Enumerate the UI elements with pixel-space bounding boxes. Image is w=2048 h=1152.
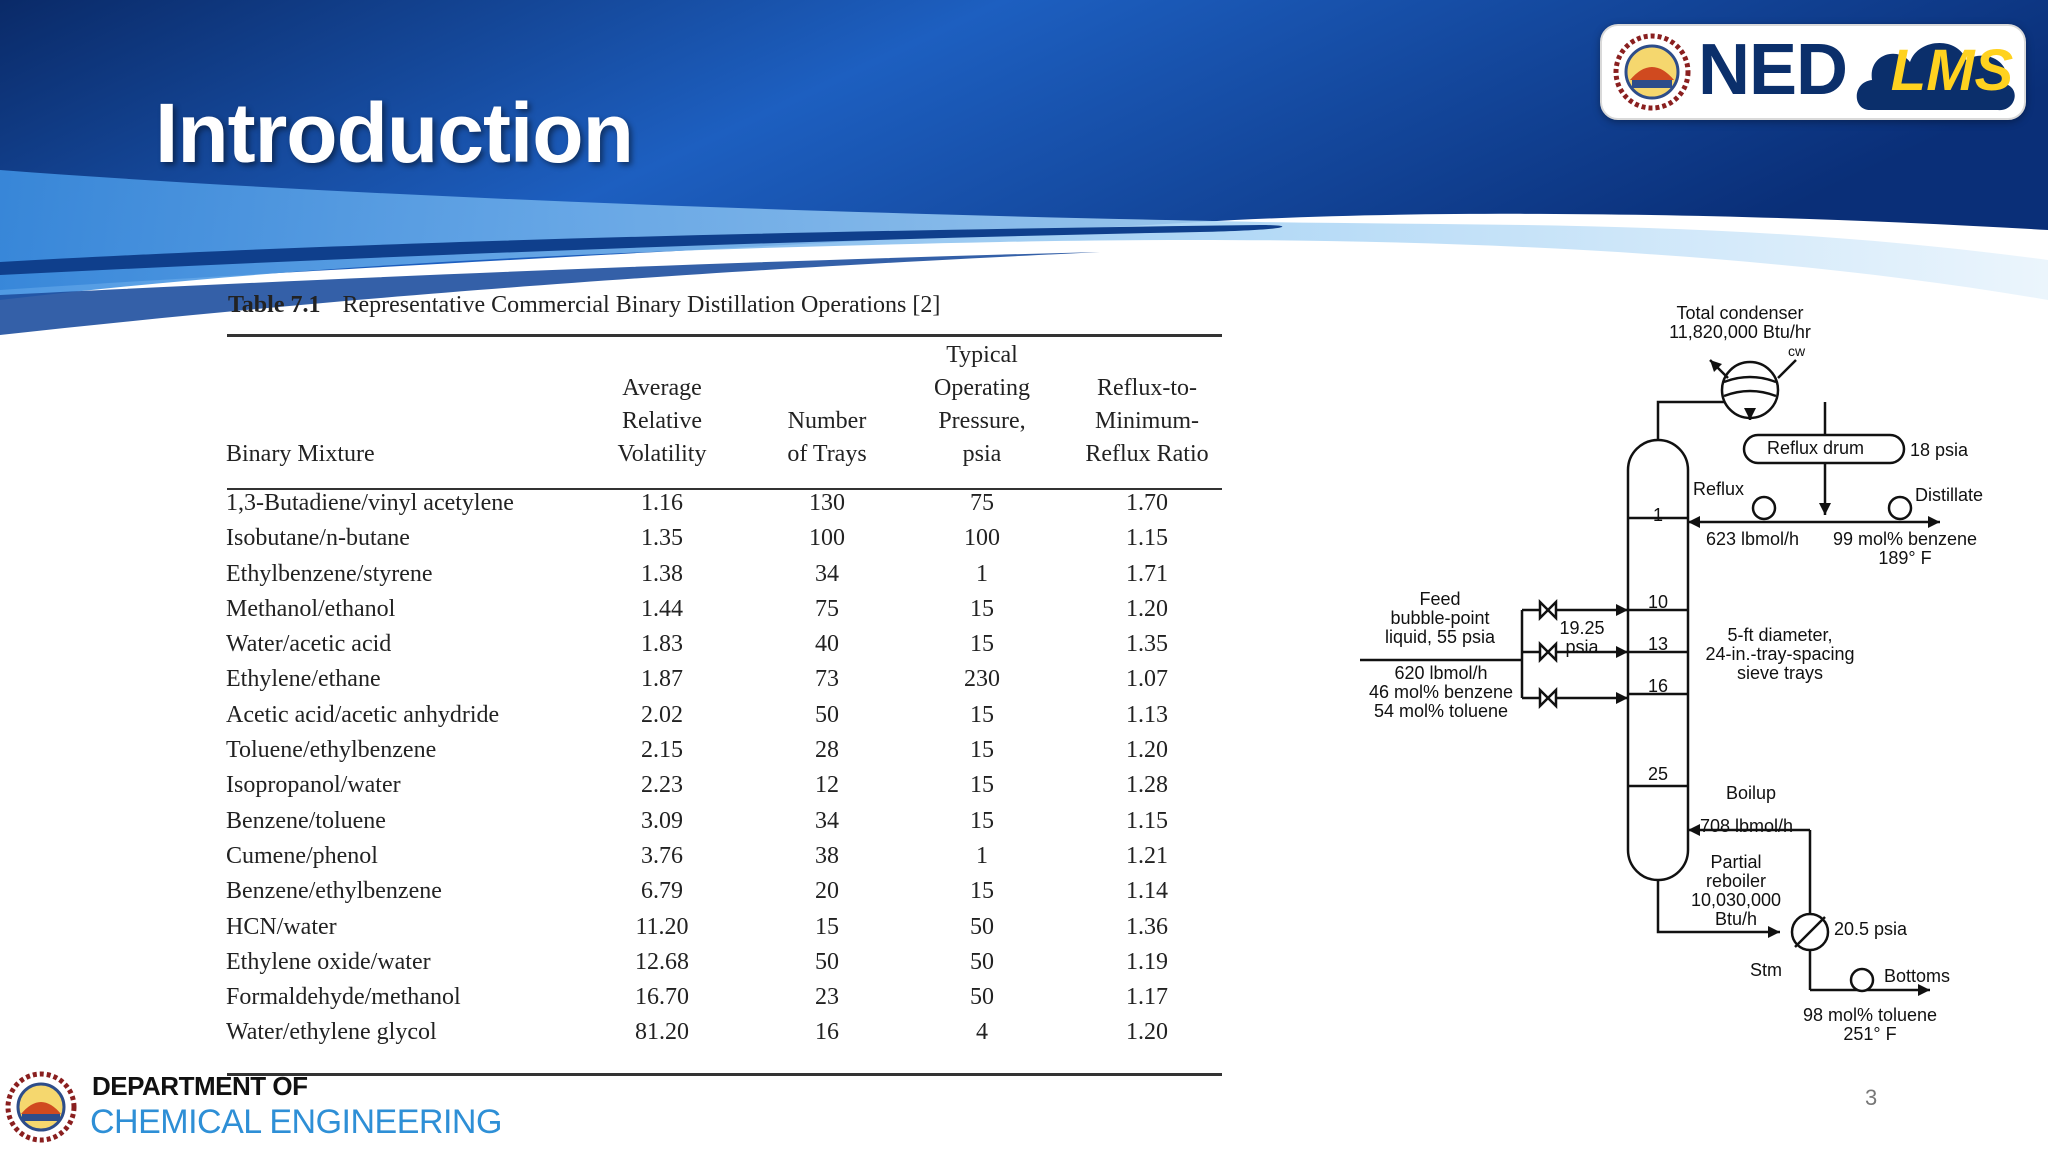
diagram-text: bubble-point — [1390, 608, 1490, 628]
cell-ratio: 1.35 — [1126, 631, 1168, 658]
cell-volatility: 81.20 — [635, 1019, 689, 1046]
diagram-text: 46 mol% benzene — [1368, 682, 1514, 702]
diagram-text: reboiler — [1705, 871, 1767, 891]
table-row — [222, 914, 1222, 949]
diagram-text: 189° F — [1878, 548, 1932, 568]
tray-number: 1 — [1652, 505, 1663, 525]
diagram-text: 54 mol% toluene — [1373, 701, 1509, 721]
header-trays — [762, 405, 892, 471]
cell-trays: 75 — [815, 595, 839, 622]
cell-mixture: 1,3-Butadiene/vinyl acetylene — [226, 490, 514, 516]
table-row — [222, 878, 1222, 913]
cell-ratio: 1.17 — [1126, 984, 1168, 1011]
cell-ratio: 1.21 — [1126, 842, 1168, 869]
header-line: Binary Mixture — [226, 441, 375, 467]
diagram-text: Total condenser — [1676, 303, 1804, 323]
cell-volatility: 1.16 — [641, 490, 683, 516]
cell-mixture: Isobutane/n-butane — [226, 525, 410, 552]
arrow-icon — [1688, 824, 1700, 836]
cell-trays: 40 — [815, 631, 839, 658]
cell-pressure: 1 — [976, 560, 988, 587]
cell-trays: 23 — [815, 984, 839, 1011]
cell-volatility: 2.02 — [641, 701, 683, 728]
feed-pressure-label — [1552, 619, 1612, 657]
header-mixture — [226, 438, 375, 471]
cell-pressure: 1 — [976, 842, 988, 869]
header-line: Volatility — [617, 441, 707, 467]
cell-trays: 15 — [815, 913, 839, 940]
table-row — [222, 843, 1222, 878]
cell-volatility: 1.35 — [641, 525, 683, 552]
diagram-text: 24-in.-tray-spacing — [1705, 644, 1855, 664]
cell-mixture: Methanol/ethanol — [226, 595, 396, 622]
cell-pressure: 15 — [970, 807, 994, 834]
cell-volatility: 2.23 — [641, 772, 683, 799]
cell-volatility: 1.83 — [641, 631, 683, 658]
header-line: Typical — [946, 342, 1018, 368]
tray-number: 16 — [1647, 676, 1669, 696]
header-ratio — [1072, 372, 1222, 471]
tray-number: 13 — [1647, 634, 1669, 654]
arrow-icon — [1616, 604, 1628, 616]
table-caption — [228, 292, 940, 319]
distillate-label: Distillate — [1915, 485, 1984, 505]
cell-mixture: HCN/water — [226, 913, 337, 940]
diagram-text: 251° F — [1843, 1024, 1897, 1044]
cell-ratio: 1.15 — [1126, 525, 1168, 552]
cell-trays: 130 — [809, 490, 845, 516]
cell-pressure: 50 — [970, 913, 994, 940]
diagram-text: 98 mol% toluene — [1802, 1005, 1938, 1025]
cell-mixture: Isopropanol/water — [226, 772, 401, 799]
drum-pressure-label: 18 psia — [1910, 440, 1969, 460]
cell-trays: 50 — [815, 701, 839, 728]
bottoms-pump-icon — [1851, 969, 1873, 991]
header-volatility — [582, 372, 742, 471]
cell-mixture: Benzene/toluene — [226, 807, 386, 834]
cell-volatility: 1.87 — [641, 666, 683, 693]
cw-out — [1778, 360, 1796, 378]
cell-ratio: 1.07 — [1126, 666, 1168, 693]
cell-trays: 50 — [815, 948, 839, 975]
cell-ratio: 1.13 — [1126, 701, 1168, 728]
cell-mixture: Ethylbenzene/styrene — [226, 560, 433, 587]
cell-pressure: 15 — [970, 595, 994, 622]
cell-pressure: 15 — [970, 701, 994, 728]
boilup-rate-label: 708 lbmol/h — [1700, 816, 1794, 836]
cell-ratio: 1.70 — [1126, 490, 1168, 516]
cell-pressure: 230 — [964, 666, 1000, 693]
table-row — [222, 666, 1222, 701]
reflux-drum-label: Reflux drum — [1767, 438, 1865, 458]
header-line: Minimum- — [1094, 408, 1199, 434]
cell-volatility: 12.68 — [635, 948, 689, 975]
cell-volatility: 6.79 — [641, 878, 683, 905]
diagram-text: sieve trays — [1736, 663, 1824, 683]
table-row — [222, 525, 1222, 560]
department-label: DEPARTMENT OF — [92, 1071, 308, 1101]
boilup-label: Boilup — [1726, 783, 1777, 803]
ned-lms-logo — [1600, 24, 2026, 120]
slide-title: Introduction — [155, 86, 633, 180]
cell-ratio: 1.14 — [1126, 878, 1168, 905]
distillate-pump-icon — [1889, 497, 1911, 519]
diagram-text: 620 lbmol/h — [1394, 663, 1488, 683]
cw-label: cw — [1788, 343, 1806, 359]
cell-mixture: Water/ethylene glycol — [226, 1019, 437, 1046]
bottoms-label: Bottoms — [1884, 966, 1951, 986]
tray-number: 25 — [1647, 764, 1669, 784]
cell-volatility: 1.38 — [641, 560, 683, 587]
reboiler-pressure-label: 20.5 psia — [1834, 919, 1908, 939]
diagram-text: Partial — [1710, 852, 1762, 872]
header-line: Pressure, — [938, 408, 1026, 434]
cell-pressure: 50 — [970, 984, 994, 1011]
table-number: Table 7.1 — [228, 292, 321, 318]
arrow-icon — [1616, 646, 1628, 658]
ned-seal-icon — [1612, 32, 1692, 112]
header-pressure — [902, 339, 1062, 471]
cell-trays: 73 — [815, 666, 839, 693]
table-row — [222, 702, 1222, 737]
cell-pressure: 50 — [970, 948, 994, 975]
reflux-pump-icon — [1753, 497, 1775, 519]
cell-ratio: 1.20 — [1126, 1019, 1168, 1046]
table-row — [222, 631, 1222, 666]
table-row — [222, 949, 1222, 984]
cell-ratio: 1.36 — [1126, 913, 1168, 940]
cell-trays: 100 — [809, 525, 845, 552]
page-number: 3 — [1865, 1085, 1878, 1110]
reboiler-label — [1676, 853, 1796, 929]
column-spec — [1690, 626, 1870, 683]
cell-mixture: Acetic acid/acetic anhydride — [226, 701, 500, 728]
cell-mixture: Cumene/phenol — [226, 842, 378, 869]
table-row — [222, 1019, 1222, 1054]
feed-composition — [1356, 664, 1526, 721]
tray-number: 10 — [1647, 592, 1669, 612]
cell-trays: 34 — [815, 560, 839, 587]
table-row — [222, 808, 1222, 843]
valve-icon — [1540, 602, 1556, 618]
diagram-text: liquid, 55 psia — [1384, 627, 1496, 647]
cell-volatility: 3.09 — [641, 807, 683, 834]
department-seal-icon — [4, 1070, 78, 1144]
cell-mixture: Toluene/ethylbenzene — [226, 737, 437, 764]
cell-trays: 20 — [815, 878, 839, 905]
cell-volatility: 2.15 — [641, 737, 683, 764]
arrow-icon — [1819, 503, 1831, 515]
cell-ratio: 1.19 — [1126, 948, 1168, 975]
bottoms-composition — [1780, 1006, 1960, 1044]
cell-ratio: 1.15 — [1126, 807, 1168, 834]
distillate-composition — [1820, 530, 1990, 568]
cell-volatility: 16.70 — [635, 984, 689, 1011]
cell-pressure: 100 — [964, 525, 1000, 552]
diagram-text: 5-ft diameter, — [1727, 625, 1833, 645]
reflux-label: Reflux — [1693, 479, 1745, 499]
reflux-rate-label: 623 lbmol/h — [1706, 529, 1800, 549]
cell-trays: 38 — [815, 842, 839, 869]
cell-ratio: 1.20 — [1126, 595, 1168, 622]
diagram-text: Btu/h — [1714, 909, 1758, 929]
header-line: Reflux Ratio — [1085, 441, 1209, 467]
arrow-icon — [1688, 516, 1700, 528]
table-row — [222, 772, 1222, 807]
header-line: Relative — [622, 408, 702, 434]
cell-pressure: 15 — [970, 878, 994, 905]
logo-lms-text: LMS — [1890, 38, 2014, 103]
table-top-rule — [227, 334, 1222, 337]
feed-label — [1370, 590, 1510, 647]
diagram-text: 11,820,000 Btu/hr — [1669, 322, 1811, 342]
cell-pressure: 4 — [976, 1019, 988, 1046]
cell-trays: 34 — [815, 807, 839, 834]
cell-mixture: Ethylene oxide/water — [226, 948, 431, 975]
cell-mixture: Water/acetic acid — [226, 631, 392, 658]
diagram-text: Feed — [1419, 589, 1461, 609]
table-row — [222, 737, 1222, 772]
arrow-icon — [1616, 692, 1628, 704]
diagram-text: psia — [1565, 637, 1599, 657]
diagram-text: 19.25 — [1559, 618, 1605, 638]
cell-pressure: 15 — [970, 772, 994, 799]
cell-pressure: 15 — [970, 737, 994, 764]
diagram-text: 99 mol% benzene — [1832, 529, 1978, 549]
header-line: Operating — [934, 375, 1030, 401]
distillation-column-diagram — [1340, 290, 2000, 1070]
cell-trays: 16 — [815, 1019, 839, 1046]
table-row — [222, 984, 1222, 1019]
header-line: of Trays — [787, 441, 867, 467]
table-bottom-rule — [227, 1073, 1222, 1076]
cell-pressure: 15 — [970, 631, 994, 658]
cell-trays: 12 — [815, 772, 839, 799]
steam-label: Stm — [1750, 960, 1783, 980]
valve-icon — [1540, 690, 1556, 706]
condenser-label — [1660, 304, 1820, 342]
cell-volatility: 3.76 — [641, 842, 683, 869]
header-line: Average — [622, 375, 702, 401]
cell-volatility: 1.44 — [641, 595, 683, 622]
table-row — [222, 561, 1222, 596]
diagram-text: 10,030,000 — [1690, 890, 1782, 910]
cell-ratio: 1.20 — [1126, 737, 1168, 764]
cell-ratio: 1.71 — [1126, 560, 1168, 587]
cell-mixture: Ethylene/ethane — [226, 666, 381, 693]
table-title: Representative Commercial Binary Distillation Operations [2] — [342, 292, 941, 318]
cell-trays: 28 — [815, 737, 839, 764]
header-line: Number — [787, 408, 867, 434]
header-line: psia — [962, 441, 1002, 467]
logo-ned-text: NED — [1698, 30, 1848, 110]
cell-volatility: 11.20 — [635, 913, 689, 940]
cell-mixture: Benzene/ethylbenzene — [226, 878, 442, 905]
table-row — [222, 490, 1222, 525]
table-row — [222, 596, 1222, 631]
cell-ratio: 1.28 — [1126, 772, 1168, 799]
department-name: CHEMICAL ENGINEERING — [90, 1103, 502, 1141]
arrow-icon — [1928, 516, 1940, 528]
cell-pressure: 75 — [970, 490, 994, 516]
header-line: Reflux-to- — [1097, 375, 1197, 401]
cell-mixture: Formaldehyde/methanol — [226, 984, 461, 1011]
table-body — [222, 490, 1222, 1055]
